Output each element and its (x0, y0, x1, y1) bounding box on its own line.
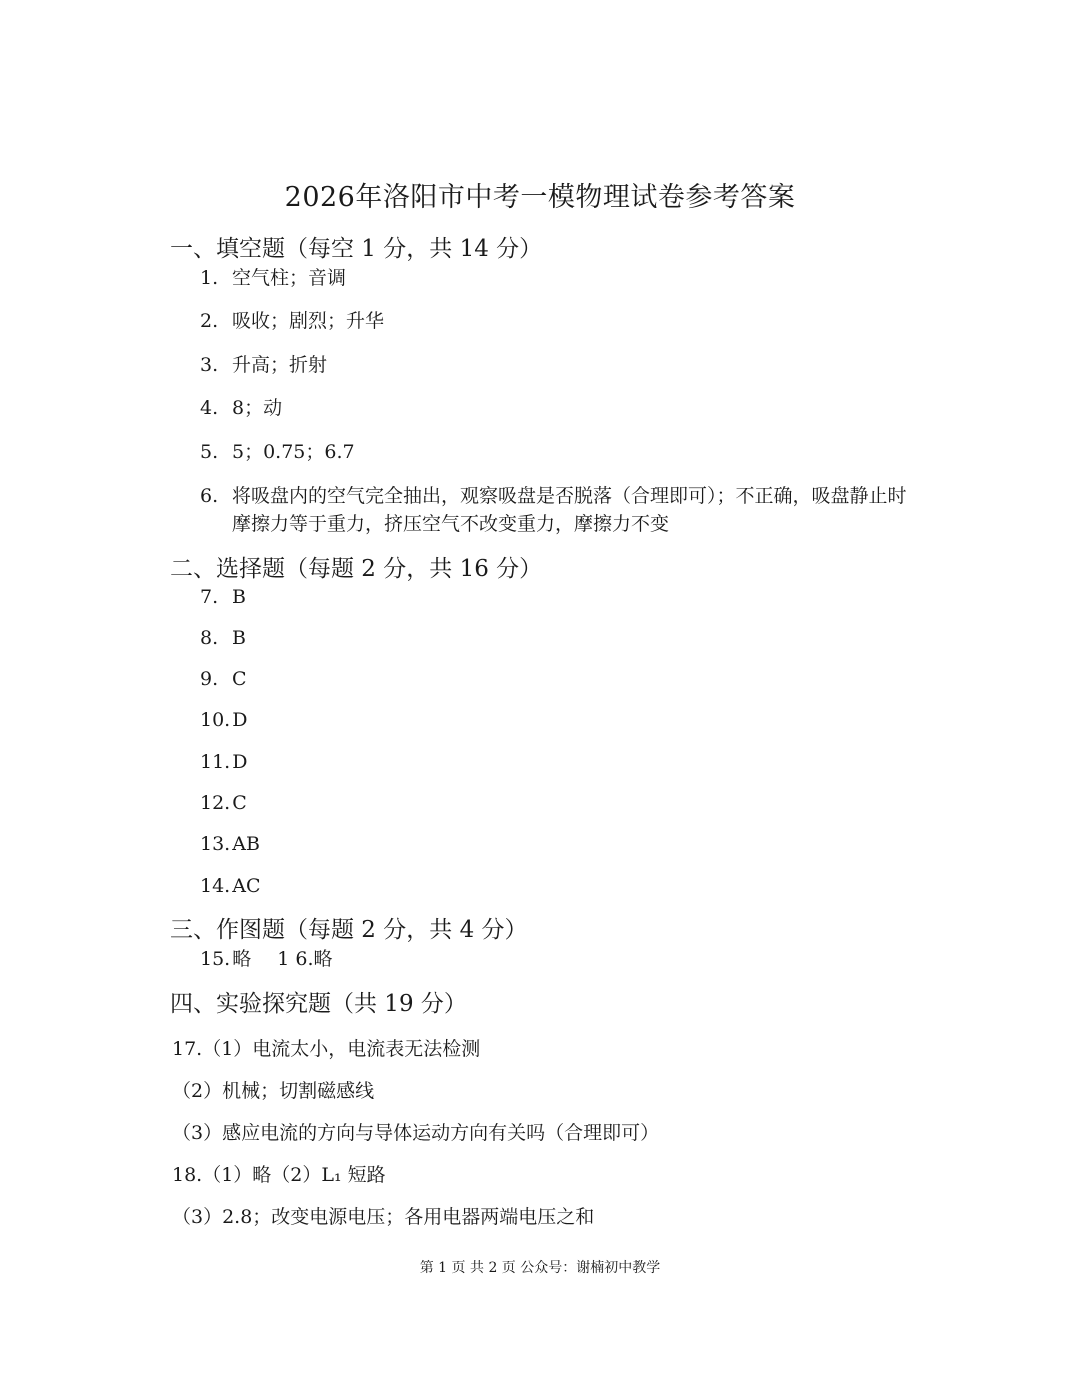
answer-item (200, 706, 247, 734)
item-number: 3. (200, 354, 219, 376)
item-number: 9. (200, 668, 219, 690)
section-heading-fill-in: 一、填空题（每空 1 分，共 14 分） (170, 236, 543, 262)
answer-item (200, 665, 247, 693)
item-number: 1. (200, 267, 219, 289)
answer-item (200, 482, 920, 538)
document-title: 2026年洛阳市中考一模物理试卷参考答案 (284, 182, 796, 213)
item-answer: 8；动 (232, 397, 283, 419)
experiment-line: 17.（1）电流太小，电流表无法检测 (172, 1038, 481, 1060)
item-answer: 5；0.75；6.7 (232, 441, 355, 463)
answer-item (200, 583, 246, 611)
item-number: 5. (200, 441, 219, 463)
item-number: 11. (200, 751, 231, 773)
answer-item (200, 438, 355, 466)
item-answer: C (232, 792, 247, 814)
item-number: 14. (200, 875, 231, 897)
answer-item (200, 307, 384, 335)
item-answer-extra: 1 6.略 (277, 948, 333, 970)
answer-item (200, 351, 327, 379)
experiment-line: （3）感应电流的方向与导体运动方向有关吗（合理即可） (172, 1122, 660, 1144)
section-heading-experiment: 四、实验探究题（共 19 分） (170, 991, 467, 1017)
answer-item (200, 624, 246, 652)
item-answer: D (232, 751, 248, 773)
page-footer: 第 1 页 共 2 页 公众号：谢楠初中教学 (419, 1260, 661, 1276)
item-number: 4. (200, 397, 219, 419)
item-answer: B (232, 586, 246, 608)
answer-item (200, 872, 260, 900)
item-number: 7. (200, 586, 219, 608)
item-answer: C (232, 668, 247, 690)
item-number: 12. (200, 792, 231, 814)
answer-item (200, 830, 260, 858)
answer-item (200, 945, 333, 973)
item-answer: 略 (232, 948, 252, 970)
experiment-line: （3）2.8；改变电源电压；各用电器两端电压之和 (172, 1206, 595, 1228)
item-answer: AB (232, 833, 260, 855)
item-number: 2. (200, 310, 219, 332)
item-number: 13. (200, 833, 231, 855)
item-answer: 将吸盘内的空气完全抽出，观察吸盘是否脱落（合理即可）；不正确，吸盘静止时摩擦力等于重力，挤压空气不改变重力，摩擦力不变 (232, 485, 907, 535)
item-answer: B (232, 627, 246, 649)
item-number: 6. (200, 485, 219, 507)
section-heading-multiple-choice: 二、选择题（每题 2 分，共 16 分） (170, 556, 543, 582)
item-answer: 空气柱；音调 (232, 267, 347, 289)
answer-item (200, 394, 282, 422)
item-answer: 升高；折射 (232, 354, 328, 376)
item-number: 15. (200, 948, 231, 970)
answer-item (200, 264, 346, 292)
item-answer: 吸收；剧烈；升华 (232, 310, 385, 332)
answer-item (200, 789, 247, 817)
item-answer: AC (232, 875, 261, 897)
experiment-line: 18.（1）略（2）L₁ 短路 (172, 1164, 386, 1186)
experiment-line: （2）机械；切割磁感线 (172, 1080, 375, 1102)
answer-item (200, 748, 247, 776)
item-number: 10. (200, 709, 231, 731)
section-heading-drawing: 三、作图题（每题 2 分，共 4 分） (170, 917, 528, 943)
item-number: 8. (200, 627, 219, 649)
item-answer: D (232, 709, 248, 731)
